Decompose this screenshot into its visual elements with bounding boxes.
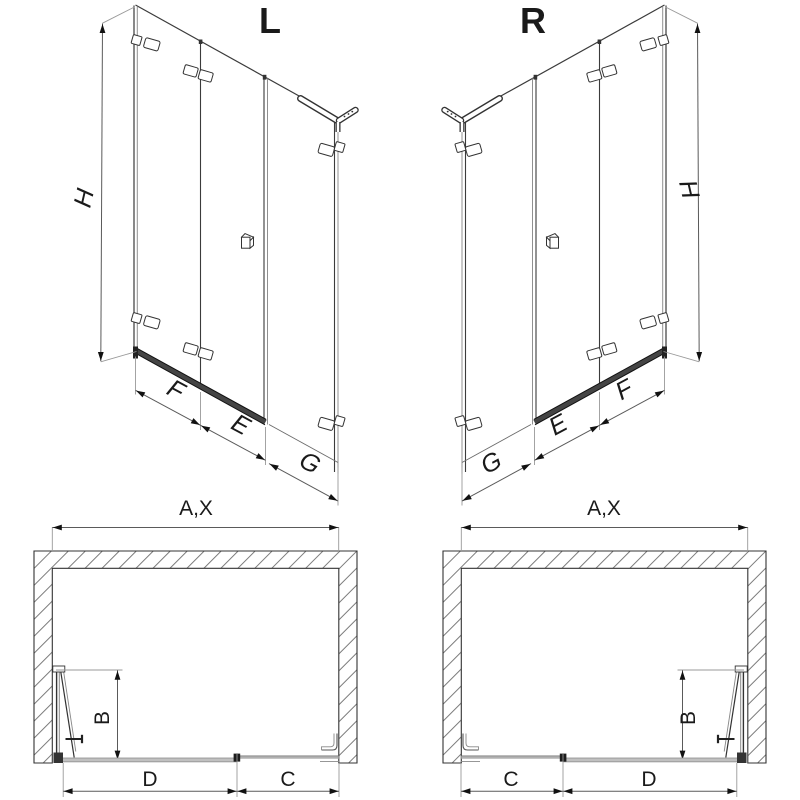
dim-label-c-plan-left: C: [280, 768, 296, 791]
dim-label-f-right: F: [610, 374, 638, 406]
view-label-right: R: [520, 0, 546, 41]
dim-label-b-plan-left: B: [91, 710, 114, 726]
dim-label-d-plan-right: D: [641, 768, 657, 791]
dim-label-e-left: E: [226, 408, 255, 442]
dim-label-height-left: H: [68, 186, 100, 211]
dim-label-d-plan-left: D: [142, 768, 158, 791]
perspective-drawing-right: [445, 5, 703, 506]
plan-walls-left: [34, 551, 357, 763]
plan-walls-right: [443, 551, 766, 763]
perspective-drawing-left: [98, 5, 356, 506]
dim-label-b-plan-right: B: [677, 710, 700, 726]
dim-label-g-left: G: [294, 446, 325, 480]
dim-label-height-right: H: [673, 177, 705, 202]
dim-label-e-right: E: [544, 408, 573, 442]
dim-label-ax-plan-left: A,X: [179, 497, 213, 520]
dim-label-ax-plan-right: A,X: [587, 497, 621, 520]
view-label-left: L: [259, 0, 281, 41]
dim-label-g-right: G: [476, 446, 507, 480]
dim-label-f-left: F: [162, 374, 190, 406]
dim-label-c-plan-right: C: [503, 768, 519, 791]
